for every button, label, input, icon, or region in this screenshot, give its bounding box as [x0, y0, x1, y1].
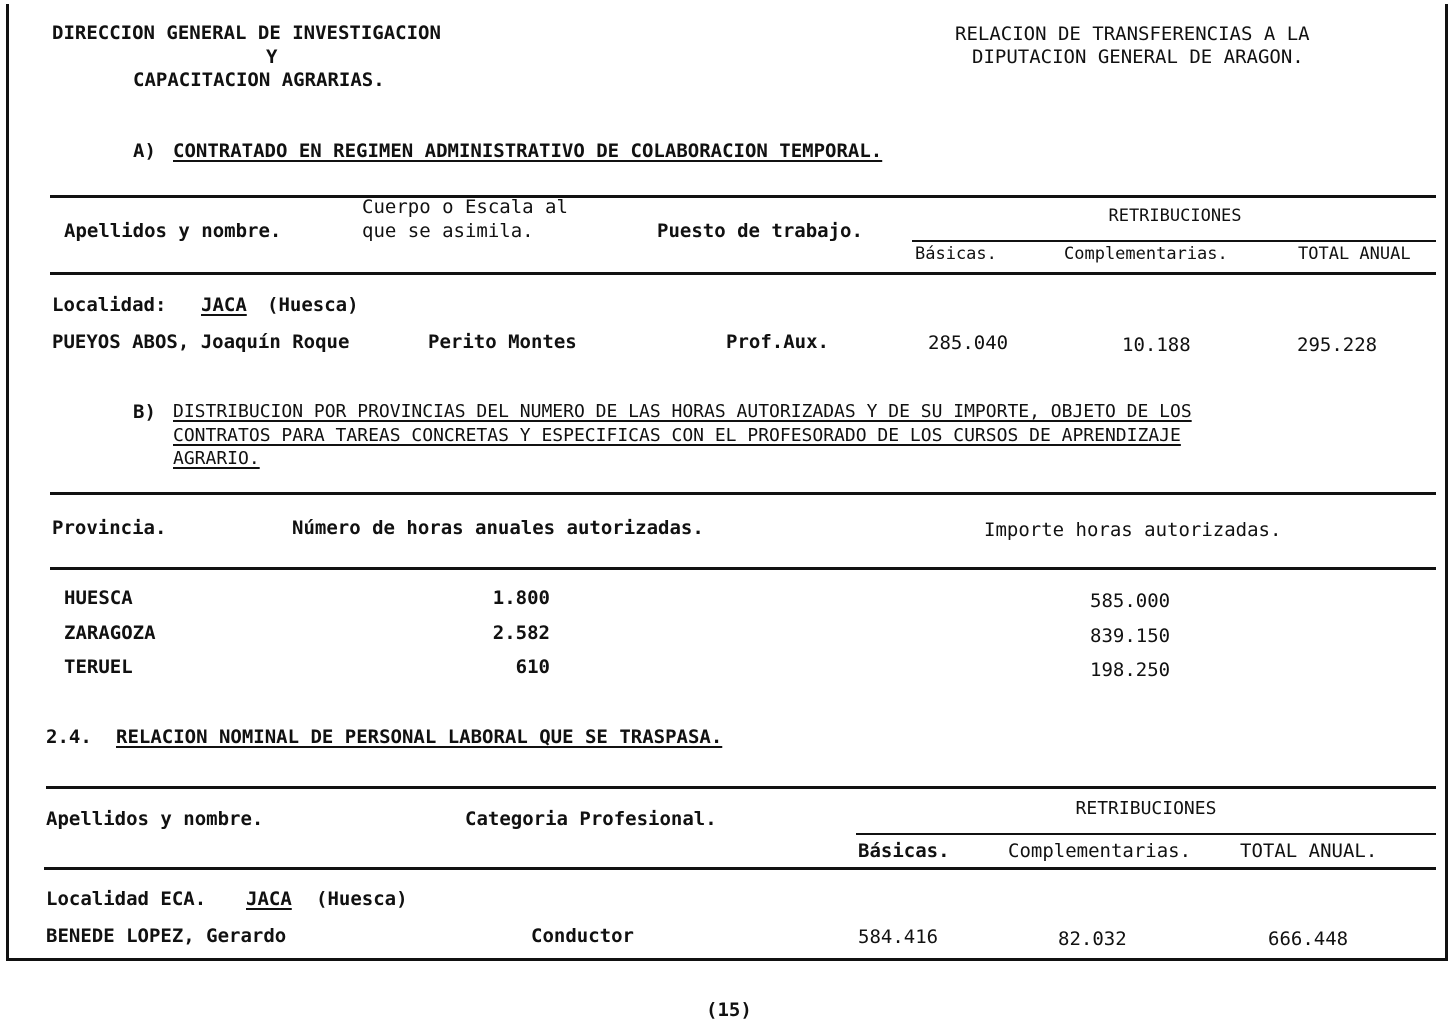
section-b-marker: B): [133, 401, 156, 423]
row-hours: 2.582: [492, 622, 550, 644]
section-a-header-rule: [50, 272, 1436, 275]
section-24-locality-label: Localidad ECA.: [46, 888, 207, 910]
header-left-line3: CAPACITACION AGRARIAS.: [133, 69, 385, 91]
row-body: Perito Montes: [428, 331, 577, 353]
section-24-number: 2.4.: [46, 726, 92, 748]
col-a-basic: Básicas.: [915, 244, 997, 264]
row-amount: 198.250: [1090, 659, 1171, 681]
row-position: Prof.Aux.: [726, 331, 829, 353]
col-24-complementary: Complementarias.: [1008, 840, 1192, 862]
section-b-top-rule: [50, 492, 1436, 495]
row-province: ZARAGOZA: [64, 622, 156, 644]
header-right-line2: DIPUTACION GENERAL DE ARAGON.: [972, 46, 1304, 68]
col-24-category: Categoria Profesional.: [465, 808, 717, 830]
col-b-province: Provincia.: [52, 517, 167, 539]
section-a-locality-label: Localidad:: [52, 294, 167, 316]
section-a-marker: A): [133, 140, 156, 162]
header-right-line1: RELACION DE TRANSFERENCIAS A LA: [955, 23, 1310, 45]
section-b-title-line1: DISTRIBUCION POR PROVINCIAS DEL NUMERO DE LAS HORAS AUTORIZADAS Y DE SU IMPORTE, OBJETO DE LOS: [173, 401, 1192, 422]
row-hours: 610: [515, 656, 550, 678]
col-a-complementary: Complementarias.: [1064, 244, 1228, 264]
section-24-title: RELACION NOMINAL DE PERSONAL LABORAL QUE SE TRASPASA.: [116, 726, 723, 748]
col-a-position: Puesto de trabajo.: [657, 220, 863, 242]
row-total: 666.448: [1268, 928, 1349, 950]
section-b-header-rule: [50, 567, 1436, 570]
col-a-body-line1: Cuerpo o Escala al: [362, 196, 568, 218]
row-amount: 839.150: [1090, 625, 1171, 647]
col-a-body-line2: que se asimila.: [362, 220, 534, 242]
col-b-hours: Número de horas anuales autorizadas.: [292, 517, 704, 539]
row-province: TERUEL: [64, 656, 133, 678]
col-a-total: TOTAL ANUAL: [1298, 244, 1411, 264]
row-amount: 585.000: [1090, 590, 1171, 612]
col-a-name: Apellidos y nombre.: [64, 220, 282, 242]
col-24-total: TOTAL ANUAL.: [1240, 840, 1378, 862]
row-category: Conductor: [531, 925, 634, 947]
row-hours: 1.800: [492, 587, 550, 609]
row-complementary: 10.188: [1122, 334, 1191, 356]
row-basic: 584.416: [858, 926, 939, 948]
col-24-basic: Básicas.: [858, 840, 950, 862]
section-24-header-rule: [44, 867, 1436, 870]
header-left-line2: Y: [266, 46, 278, 68]
row-province: HUESCA: [64, 587, 133, 609]
row-name: PUEYOS ABOS, Joaquín Roque: [52, 331, 350, 353]
section-24-top-rule: [46, 786, 1436, 789]
row-total: 295.228: [1297, 334, 1378, 356]
row-complementary: 82.032: [1058, 928, 1127, 950]
col-b-amount: Importe horas autorizadas.: [984, 519, 1282, 541]
col-24-name: Apellidos y nombre.: [46, 808, 264, 830]
section-24-locality-place: JACA: [246, 888, 292, 910]
section-a-top-rule: [50, 195, 1436, 198]
header-left-line1: DIRECCION GENERAL DE INVESTIGACION: [52, 22, 441, 44]
section-24-locality-province: (Huesca): [316, 888, 408, 910]
col-a-retributions: RETRIBUCIONES: [1108, 206, 1242, 226]
col-24-retributions: RETRIBUCIONES: [1075, 798, 1217, 819]
section-a-locality-place: JACA: [201, 294, 247, 316]
section-b-title-line3: AGRARIO.: [173, 448, 260, 469]
row-basic: 285.040: [928, 332, 1009, 354]
retributions-a-rule: [912, 240, 1436, 242]
page-number: (15): [706, 999, 752, 1021]
row-name: BENEDE LOPEZ, Gerardo: [46, 925, 287, 947]
section-a-locality-province: (Huesca): [267, 294, 359, 316]
section-b-title-line2: CONTRATOS PARA TAREAS CONCRETAS Y ESPECIFICAS CON EL PROFESORADO DE LOS CURSOS DE APRENDIZAJE: [173, 425, 1181, 446]
section-a-title: CONTRATADO EN REGIMEN ADMINISTRATIVO DE COLABORACION TEMPORAL.: [173, 140, 883, 162]
retributions-24-rule: [856, 833, 1436, 835]
